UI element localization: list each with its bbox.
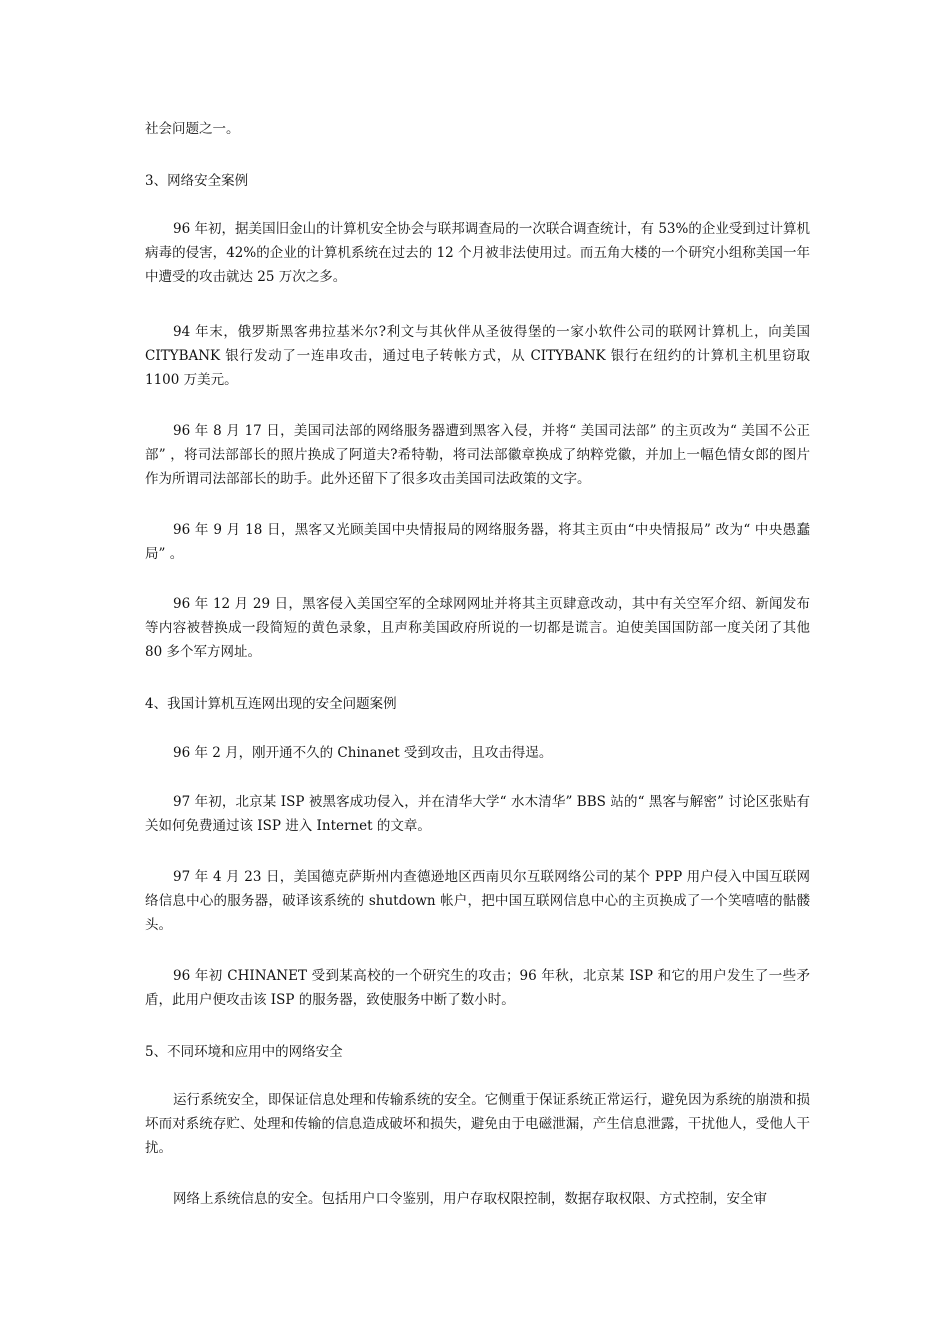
paragraph-case-beijing-isp: 97 年初，北京某 ISP 被黑客成功侵入，并在清华大学“ 水木清华” BBS 站的“ 黑客与解密” 讨论区张贴有关如何免费通过该 ISP 进入 Internet 的文章。 bbox=[145, 794, 810, 834]
section-heading-5: 5、不同环境和应用中的网络安全 bbox=[145, 1044, 343, 1060]
paragraph-system-security: 运行系统安全，即保证信息处理和传输系统的安全。它侧重于保证系统正常运行，避免因为系统的崩溃和损坏而对系统存贮、处理和传输的信息造成破坏和损失，避免由于电磁泄漏，产生信息泄露，干扰他人，受他人干扰。 bbox=[145, 1092, 810, 1156]
paragraph-case-1996-survey: 96 年初，据美国旧金山的计算机安全协会与联邦调查局的一次联合调查统计，有 53%的企业受到过计算机病毒的侵害，42%的企业的计算机系统在过去的 12 个月被非法使用过。而五角大楼的一个研究小组称美国一年中遭受的攻击就达 25 万次之多。 bbox=[145, 221, 810, 285]
paragraph-case-chinanet: 96 年 2 月，刚开通不久的 Chinanet 受到攻击，且攻击得逞。 bbox=[173, 745, 553, 761]
paragraph-case-citybank: 94 年末，俄罗斯黑客弗拉基米尔?利文与其伙伴从圣彼得堡的一家小软件公司的联网计算机上，向美国 CITYBANK 银行发动了一连串攻击，通过电子转帐方式，从 CITYBANK 银行在纽约的计算机主机里窃取 1100 万美元。 bbox=[145, 324, 810, 388]
paragraph-case-cia: 96 年 9 月 18 日，黑客又光顾美国中央情报局的网络服务器，将其主页由“中央情报局” 改为“ 中央愚蠢局” 。 bbox=[145, 522, 810, 562]
paragraph-case-doj: 96 年 8 月 17 日，美国司法部的网络服务器遭到黑客入侵，并将“ 美国司法部” 的主页改为“ 美国不公正部” ，将司法部部长的照片换成了阿道夫?希特勒，将司法部徽章换成了纳粹党徽，并加上一幅色情女郎的图片作为所谓司法部部长的助手。此外还留下了很多攻击美国司法政策的文字。 bbox=[145, 423, 810, 487]
paragraph-case-cnnic: 97 年 4 月 23 日，美国德克萨斯州内查德逊地区西南贝尔互联网络公司的某个 PPP 用户侵入中国互联网络信息中心的服务器，破译该系统的 shutdown 帐户，把中国互联网信息中心的主页换成了一个笑嘻嘻的骷髅头。 bbox=[145, 869, 810, 933]
section-heading-4: 4、我国计算机互连网出现的安全问题案例 bbox=[145, 696, 397, 712]
paragraph-continuation: 社会问题之一。 bbox=[145, 121, 240, 137]
paragraph-information-security: 网络上系统信息的安全。包括用户口令鉴别，用户存取权限控制，数据存取权限、方式控制，安全审 bbox=[173, 1191, 767, 1207]
paragraph-case-air-force: 96 年 12 月 29 日，黑客侵入美国空军的全球网网址并将其主页肆意改动，其中有关空军介绍、新闻发布等内容被替换成一段简短的黄色录象，且声称美国政府所说的一切都是谎言。迫使美国国防部一度关闭了其他 80 多个军方网址。 bbox=[145, 596, 810, 660]
section-heading-3: 3、网络安全案例 bbox=[145, 173, 249, 189]
paragraph-case-isp-attack: 96 年初 CHINANET 受到某高校的一个研究生的攻击；96 年秋，北京某 ISP 和它的用户发生了一些矛盾，此用户便攻击该 ISP 的服务器，致使服务中断了数小时。 bbox=[145, 968, 810, 1008]
